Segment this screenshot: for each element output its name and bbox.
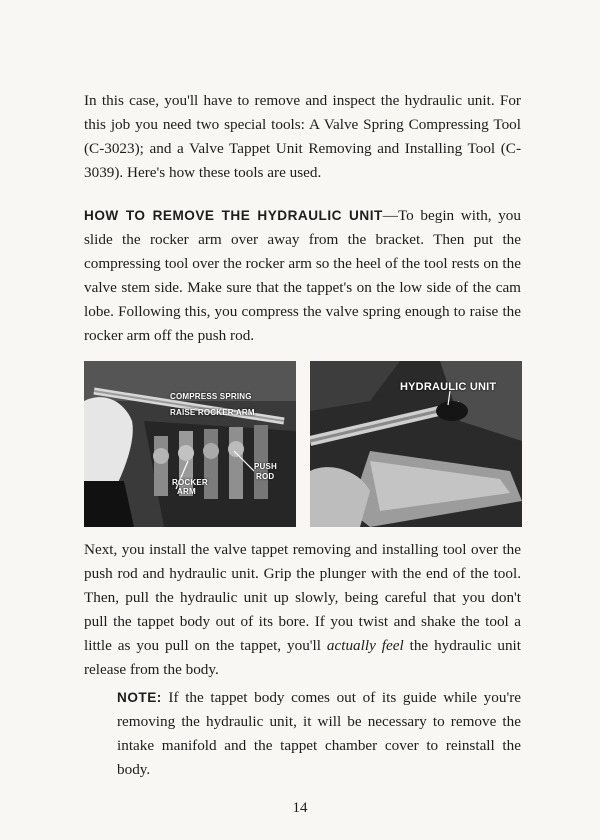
label-push: PUSH [254,462,278,471]
install-text-start: Next, you install the valve tappet removing and installing tool over the push rod and hydraulic unit. Grip the plunger with the end of the tool. Then, pull the hydraulic unit up slowly, being careful that you don't pull the tappet body out of its bore. If you twist and shake the tool a little as you pull on the tappet, you'll [84,541,521,654]
photo-compress-spring [84,361,296,527]
note-text: If the tappet body comes out of its guide while you're removing the hydraulic unit, it will be necessary to remove the intake manifold and the tappet chamber cover to reinstall the body. [117,689,521,778]
section-heading: HOW TO REMOVE THE HYDRAULIC UNIT [84,208,383,223]
remove-paragraph [84,204,521,348]
install-text-end: the hydraulic unit release from the body. [84,637,521,678]
label-arm: ARM [177,487,196,496]
note-paragraph [117,686,521,782]
label-rocker: ROCKER [172,478,208,487]
label-hydraulic-unit: HYDRAULIC UNIT [400,381,497,393]
label-raise-rocker-arm: RAISE ROCKER ARM [170,408,255,417]
install-emphasis: actually feel [326,637,404,654]
photo-hydraulic-unit [310,361,522,527]
install-paragraph [84,538,521,682]
intro-paragraph: In this case, you'll have to remove and inspect the hydraulic unit. For this job you need two special tools: A Valve Spring Compressing Tool (C-3023); and a Valve Tappet Unit Removing and Installing Tool (C-3039). Here's how these tools are used. [84,92,521,181]
engine-photo-illustration [84,361,296,527]
page-number: 14 [292,800,308,816]
remove-body-text: —To begin with, you slide the rocker arm over away from the bracket. Then put the compressing tool over the rocker arm so the heel of the tool rests on the valve stem side. Make sure that the tappet's on the low side of the cam lobe. Following this, you compress the valve spring enough to raise the rocker arm off the push rod. [84,207,521,344]
label-compress-spring: COMPRESS SPRING [170,392,252,401]
note-label: NOTE: [117,690,162,705]
label-rod: ROD [256,472,275,481]
